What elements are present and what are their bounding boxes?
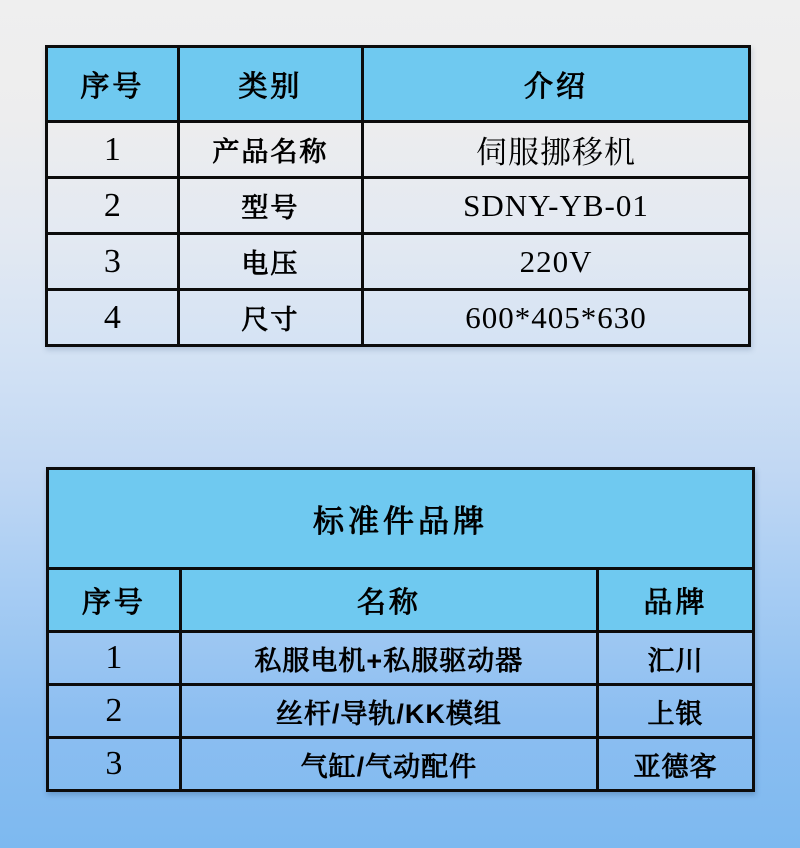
table-row <box>47 122 750 178</box>
brands-row3-brand: 亚德客 <box>597 738 753 791</box>
brands-row2-name: 丝杆/导轨/KK模组 <box>180 685 597 738</box>
spec-row4-index: 4 <box>47 290 179 346</box>
spec-header-detail: 介绍 <box>363 47 750 122</box>
spec-row3-category: 电压 <box>178 234 362 290</box>
table-row <box>48 685 754 738</box>
spec-row1-detail: 伺服挪移机 <box>363 122 750 178</box>
spec-row1-category: 产品名称 <box>178 122 362 178</box>
brands-row2-brand: 上银 <box>597 685 753 738</box>
table-row <box>48 632 754 685</box>
brands-header-index: 序号 <box>48 569 181 632</box>
table-row <box>47 290 750 346</box>
brands-row1-index: 1 <box>48 632 181 685</box>
spec-row3-index: 3 <box>47 234 179 290</box>
spec-row4-detail: 600*405*630 <box>363 290 750 346</box>
brands-row1-name: 私服电机+私服驱动器 <box>180 632 597 685</box>
brands-header-brand: 品牌 <box>597 569 753 632</box>
spec-row2-index: 2 <box>47 178 179 234</box>
brands-row2-index: 2 <box>48 685 181 738</box>
brands-header-row <box>48 569 754 632</box>
brands-header-name: 名称 <box>180 569 597 632</box>
brands-row3-name: 气缸/气动配件 <box>180 738 597 791</box>
spec-header-index: 序号 <box>47 47 179 122</box>
spec-header-row <box>47 47 750 122</box>
brands-row1-brand: 汇川 <box>597 632 753 685</box>
brands-table-title: 标准件品牌 <box>48 469 754 569</box>
spec-row2-category: 型号 <box>178 178 362 234</box>
spec-row1-index: 1 <box>47 122 179 178</box>
brands-row3-index: 3 <box>48 738 181 791</box>
table-row <box>47 178 750 234</box>
spec-header-category: 类别 <box>178 47 362 122</box>
table-row <box>47 234 750 290</box>
brands-title-row <box>48 469 754 569</box>
spec-row2-detail: SDNY-YB-01 <box>363 178 750 234</box>
spec-row3-detail: 220V <box>363 234 750 290</box>
spec-row4-category: 尺寸 <box>178 290 362 346</box>
brands-table <box>46 467 755 792</box>
table-row <box>48 738 754 791</box>
product-spec-table <box>45 45 751 347</box>
